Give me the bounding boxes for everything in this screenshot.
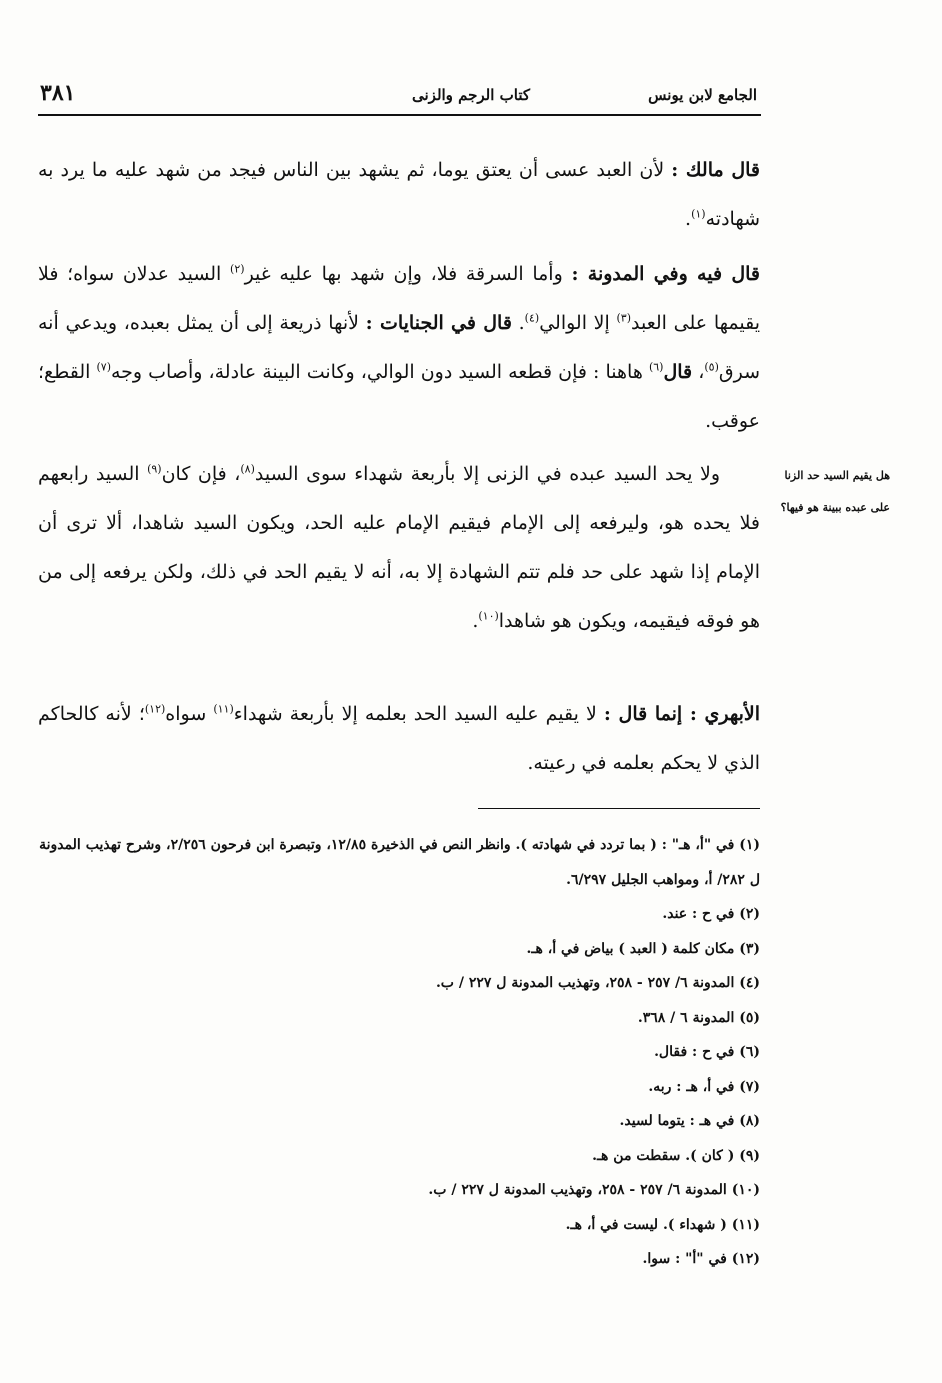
speaker-label: الأبهري : إنما قال : bbox=[603, 703, 760, 725]
paragraph-text: ولا يحد السيد عبده في الزنى إلا بأربعة شهداء سوى السيد bbox=[254, 463, 720, 485]
running-header-book-title: الجامع لابن يونس bbox=[648, 86, 757, 104]
paragraph-text: السيد عدلان سواه؛ فلا يقيمها على العبد bbox=[38, 263, 760, 334]
footnote-ref[interactable]: (٧) bbox=[96, 360, 111, 374]
paragraph-3 bbox=[38, 450, 760, 646]
footnote-separator bbox=[478, 808, 760, 809]
source-label: قال في الجنايات : bbox=[365, 312, 512, 334]
footnote-2: (٢) في ح : عند. bbox=[662, 906, 760, 922]
margin-note-line: على عبده ببينة هو فيها؟ bbox=[780, 501, 890, 514]
footnote-5: (٥) المدونة ٦ / ٣٦٨. bbox=[637, 1009, 760, 1026]
footnote-6: (٦) في ح : فقال. bbox=[654, 1044, 760, 1060]
punctuation: . bbox=[472, 610, 479, 632]
paragraph-2 bbox=[38, 250, 760, 446]
footnote-11: (١١) ( شهداء ). ليست في أ، هـ. bbox=[565, 1216, 760, 1233]
punctuation: . bbox=[518, 312, 525, 334]
paragraph-text: ، فإن كان bbox=[161, 463, 241, 485]
footnote-7: (٧) في أ، هـ : ربه. bbox=[648, 1078, 760, 1095]
footnote-ref[interactable]: (١٠) bbox=[478, 609, 499, 623]
footnote-ref[interactable]: (١) bbox=[691, 207, 706, 221]
punctuation: . bbox=[685, 208, 692, 230]
paragraph-1 bbox=[38, 146, 760, 244]
speaker-label: قال فيه وفي المدونة : bbox=[571, 263, 761, 285]
footnote-9: (٩) ( كان ). سقطت من هـ. bbox=[592, 1147, 760, 1164]
footnote-ref[interactable]: (١٢) bbox=[144, 702, 166, 716]
footnote-ref[interactable]: (٥) bbox=[704, 360, 719, 374]
footnote-8: (٨) في هـ : يتوما لسيد. bbox=[619, 1113, 760, 1129]
speaker-label: قال bbox=[663, 361, 693, 383]
paragraph-text: وأما السرقة فلا، وإن شهد بها عليه غير bbox=[244, 263, 563, 285]
margin-note bbox=[770, 460, 890, 524]
margin-note-line: هل يقيم السيد حد الزنا bbox=[784, 469, 890, 482]
paragraph-text: سواه bbox=[165, 703, 207, 725]
footnote-3: (٣) مكان كلمة ( العبد ) بياض في أ، هـ. bbox=[526, 940, 760, 957]
paragraph-text: ؛ لأنه كالحاكم الذي لا يحكم بعلمه في رعيته. bbox=[38, 703, 760, 774]
header-rule bbox=[38, 114, 761, 116]
footnote-1: (١) في "أ، هـ" : ( بما تردد في شهادته ). وانظر النص في الذخيرة ١٢/٨٥، وتبصرة ابن فرحون ٢/٢٥٦، وشرح تهذيب المدونة ل ٢٨٢/ أ، ومواهب الجليل ٦/٢٩٧. bbox=[39, 837, 760, 888]
speaker-label: قال مالك : bbox=[671, 159, 760, 181]
footnote-10: (١٠) المدونة ٦/ ٢٥٧ - ٢٥٨، وتهذيب المدونة ل ٢٢٧ / ب. bbox=[428, 1182, 760, 1198]
punctuation: ، bbox=[698, 361, 705, 383]
paragraph-text: لأن العبد عسى أن يعتق يوما، ثم يشهد بين الناس فيجد من شهد عليه ما يرد به شهادته bbox=[38, 159, 760, 230]
footnote-ref[interactable]: (١١) bbox=[213, 702, 234, 716]
footnote-ref[interactable]: (٩) bbox=[147, 462, 162, 476]
paragraph-text: السيد رابعهم فلا يحده هو، وليرفعه إلى الإمام فيقيم الإمام عليه الحد، ويكون السيد شاهدا، ألا ترى أن الإمام إذا شهد على حد فلم تتم الشهادة إلا به، أنه لا يقيم الحد في ذلك، ولكن يرفعه إلى من هو فوقه فيقيمه، ويكون هو شاهدا bbox=[38, 463, 760, 632]
footnote-ref[interactable]: (٨) bbox=[240, 462, 255, 476]
page-number: ٣٨١ bbox=[40, 80, 76, 106]
footnote-4: (٤) المدونة ٦/ ٢٥٧ - ٢٥٨، وتهذيب المدونة ل ٢٢٧ / ب. bbox=[435, 975, 760, 991]
paragraph-text: لا يقيم عليه السيد الحد بعلمه إلا بأربعة شهداء bbox=[233, 703, 597, 725]
footnote-12: (١٢) في "أ" : سوا. bbox=[642, 1251, 760, 1267]
paragraph-text: القطع؛ عوقب. bbox=[38, 361, 760, 432]
footnote-ref[interactable]: (٤) bbox=[524, 311, 540, 325]
footnote-ref[interactable]: (٣) bbox=[616, 311, 632, 325]
footnote-ref[interactable]: (٦) bbox=[648, 360, 664, 374]
paragraph-4 bbox=[38, 690, 760, 788]
footnote-ref[interactable]: (٢) bbox=[230, 262, 245, 276]
running-header-chapter-title: كتاب الرجم والزنى bbox=[411, 86, 530, 104]
paragraph-text: هاهنا : فإن قطعه السيد دون الوالي، وكانت البينة عادلة، وأصاب وجه bbox=[111, 361, 643, 383]
paragraph-text: لأنها ذريعة إلى أن يمثل بعبده، ويدعي أنه سرق bbox=[38, 312, 761, 383]
footnotes-list bbox=[38, 828, 760, 1277]
paragraph-text: إلا الوالي bbox=[539, 312, 610, 334]
